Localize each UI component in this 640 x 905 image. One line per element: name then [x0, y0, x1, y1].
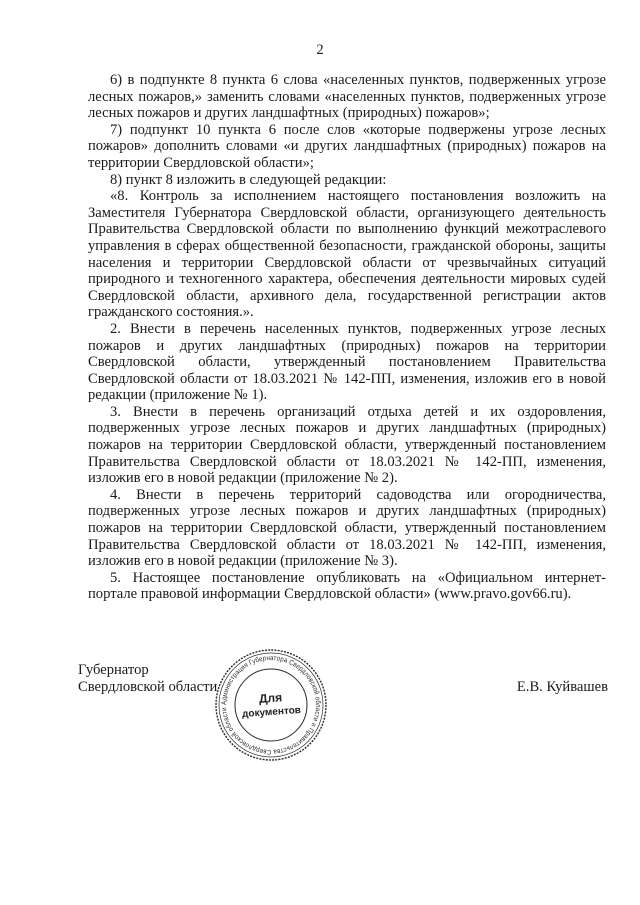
stamp-center-line2: документов [241, 704, 302, 721]
paragraph-item-3: 3. Внести в перечень организаций отдыха детей и их оздоровления, подверженных угрозе лесных пожаров и других ландшафтных (природных) пожаров на территории Свердловской области, утвержденный постановлением Правительства Свердловской области от 18.03.2021 № 142-ПП, изменения, изложив его в новой редакции (приложение № 2). [88, 403, 606, 487]
paragraph-item-5: 5. Настоящее постановление опубликовать на «Официальном интернет-портале правовой информации Свердловской области» (www.pravo.gov66.ru). [88, 569, 606, 603]
page-number: 2 [316, 42, 324, 58]
signatory-title-line2: Свердловской области [78, 679, 218, 695]
signatory-title-line1: Губернатор [78, 662, 149, 678]
document-body [88, 72, 606, 603]
stamp-center-line1: Для [258, 690, 283, 706]
paragraph-item-2: 2. Внести в перечень населенных пунктов, подверженных угрозе лесных пожаров и других ландшафтных (природных) пожаров на территории Свердловской области, утвержденный постановлением Правительства Свердловской области от 18.03.2021 № 142-ПП, изменения, изложив его в новой редакции (приложение № 1). [88, 320, 606, 404]
official-stamp [212, 646, 330, 764]
paragraph-sub7: 7) подпункт 10 пункта 6 после слов «которые подвержены угрозе лесных пожаров» дополнить словами «и других ландшафтных (природных) пожаров на территории Свердловской области»; [88, 121, 606, 171]
paragraph-sub8: 8) пункт 8 изложить в следующей редакции: [110, 171, 387, 188]
signatory-name: Е.В. Куйвашев [516, 679, 608, 695]
stamp-ring-textpath: Администрация Губернатора Свердловской области и Правительства Свердловской области [220, 654, 322, 756]
paragraph-quote-8: «8. Контроль за исполнением настоящего постановления возложить на Заместителя Губернатора Свердловской области, организующего деятельность Правительства Свердловской области по выполнению функций межотраслевого управления в сферах общественной безопасности, гражданской обороны, защиты населения и территории Свердловской области от чрезвычайных ситуаций природного и техногенного характера, обеспечения деятельности мировых судей Свердловской области, архивного дела, государственной регистрации актов гражданского состояния.». [88, 188, 606, 321]
paragraph-sub6: 6) в подпункте 8 пункта 6 слова «населенных пунктов, подверженных угрозе лесных пожаров,» заменить словами «населенных пунктов, подверженных угрозе лесных пожаров и других ландшафтных (природных) пожаров»; [88, 72, 606, 122]
paragraph-item-4: 4. Внести в перечень территорий садоводства или огородничества, подверженных угрозе лесных пожаров и других ландшафтных (природных) пожаров на территории Свердловской области, утвержденный постановлением Правительства Свердловской области от 18.03.2021 № 142-ПП, изменения, изложив его в новой редакции (приложение № 3). [88, 486, 606, 570]
signature-block [78, 662, 608, 742]
